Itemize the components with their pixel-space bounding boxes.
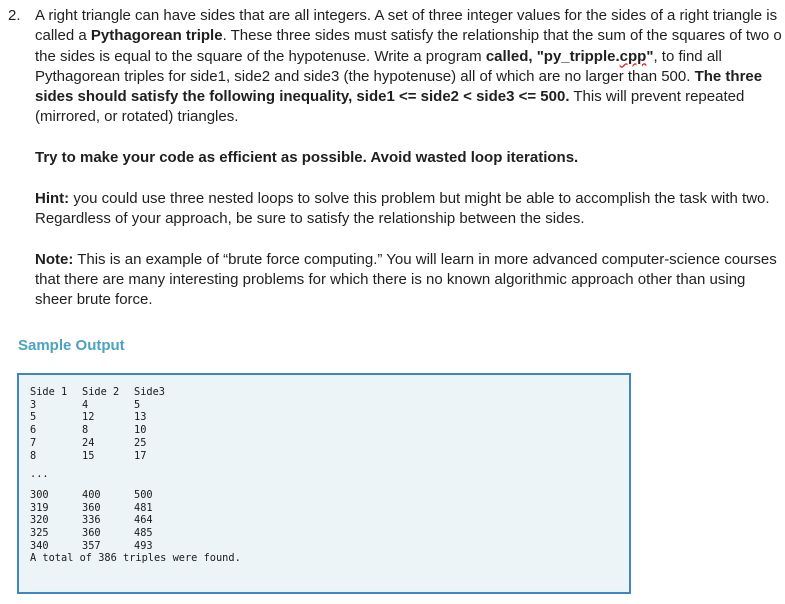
table-row: 6 8 10 (30, 424, 147, 437)
sample-output-box (17, 373, 631, 594)
spelling-error-mark: cpp (619, 47, 647, 65)
table-header: Side 1 Side 2 Side3 (30, 386, 165, 398)
ellipsis: ... (30, 468, 49, 481)
program-filename: called, "py_tripple.cpp" (485, 47, 654, 65)
table-row: 8 15 17 (30, 449, 147, 462)
total-line: A total of 386 triples were found. (30, 552, 241, 565)
console-output (30, 386, 241, 565)
table-row: 7 24 25 (30, 436, 147, 449)
hint-paragraph: Hint: you could use three nested loops to solve this problem but might be able to accomplish the task with two. Regardless of your approach, be sure to satisfy the relationship between the sides. (35, 189, 770, 227)
table-row: 5 12 13 (30, 411, 147, 424)
question-2 (8, 6, 785, 310)
problem-statement: A right triangle can have sides that are all integers. A set of three integer values for the sides of a right triangle is called a Pythagorean triple. These three sides must satisfy the relationship that the sum of the squares of two o the sides is equal to the square of the hypotenuse. Write a program called, "py_tripple.cpp", to find all Pythagorean triples for side1, side2 and side3 (the hypotenuse) all of which are no larger than 500. The three sides should satisfy the following inequality, side1 <= side2 < side3 <= 500. This will prevent repeated (mirrored, or rotated) triangles. Try to make your code as efficient as possible. Avoid wasted loop iterations. Hint: you could use three nested loops to solve this problem but might be able to accomplish the task with two. Regardless of your approach, be sure to satisfy the relationship between the sides. Note: This is an example of “brute force computing.” You will learn in more advanced computer-science courses that there are many interesting problems for which there is no known algorithmic approach other than using sheer brute force. (35, 6, 785, 310)
table-row: 319 360 481 (30, 501, 153, 514)
table-row: 340 357 493 (30, 539, 153, 552)
table-row: 3 4 5 (30, 398, 141, 411)
efficiency-note: Try to make your code as efficient as possible. Avoid wasted loop iterations. (35, 149, 579, 167)
table-row: 300 400 500 (30, 488, 153, 501)
sample-output-heading: Sample Output (18, 337, 125, 354)
question-number: 2. (8, 7, 21, 24)
table-row: 325 360 485 (30, 527, 153, 540)
note-paragraph: Note: This is an example of “brute force computing.” You will learn in more advanced computer-science courses that there are many interesting problems for which there is no known algorithmic approach other than using sheer brute force. (35, 250, 777, 309)
table-row: 320 336 464 (30, 514, 153, 527)
